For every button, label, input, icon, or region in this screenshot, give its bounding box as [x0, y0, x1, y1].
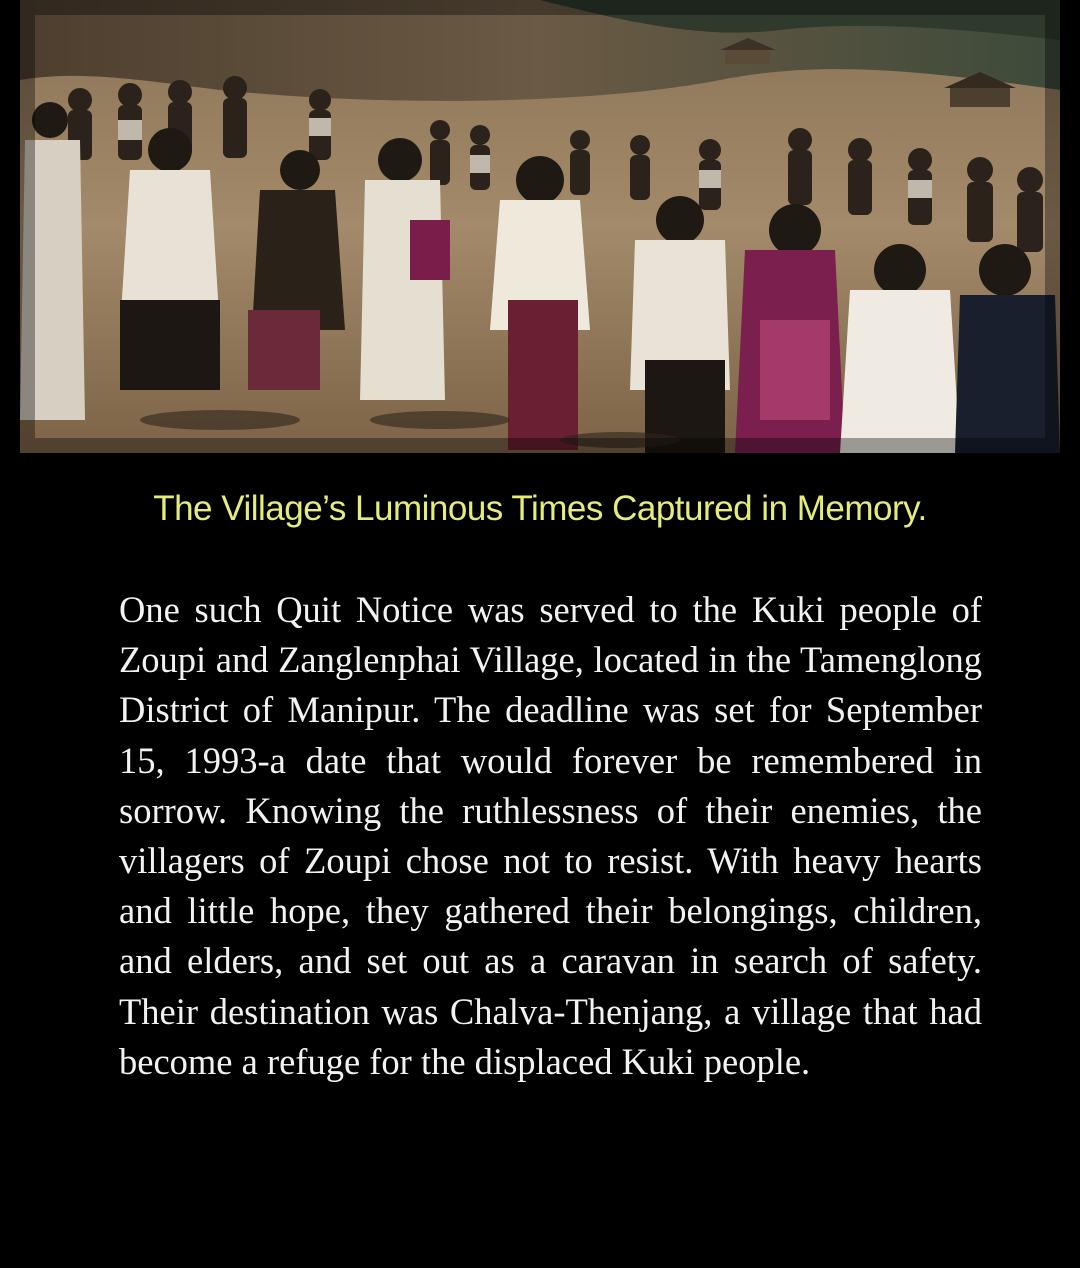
- village-dance-photo-illustration: [20, 0, 1060, 453]
- photo-caption: The Village’s Luminous Times Captured in Memory.: [153, 489, 927, 528]
- village-dance-photo: [20, 0, 1060, 453]
- story-paragraph: One such Quit Notice was served to the Kuki people of Zoupi and Zanglenphai Village, located in the Tamenglong District of Manipur. The deadline was set for September 15, 1993-a date that would forever be remembered in sorrow. Knowing the ruthlessness of their enemies, the villagers of Zoupi chose not to resist. With heavy hearts and little hope, they gathered their belongings, children, and elders, and set out as a caravan in search of safety. Their destination was Chalva-Thenjang, a village that had become a refuge for the displaced Kuki people.: [119, 589, 982, 1082]
